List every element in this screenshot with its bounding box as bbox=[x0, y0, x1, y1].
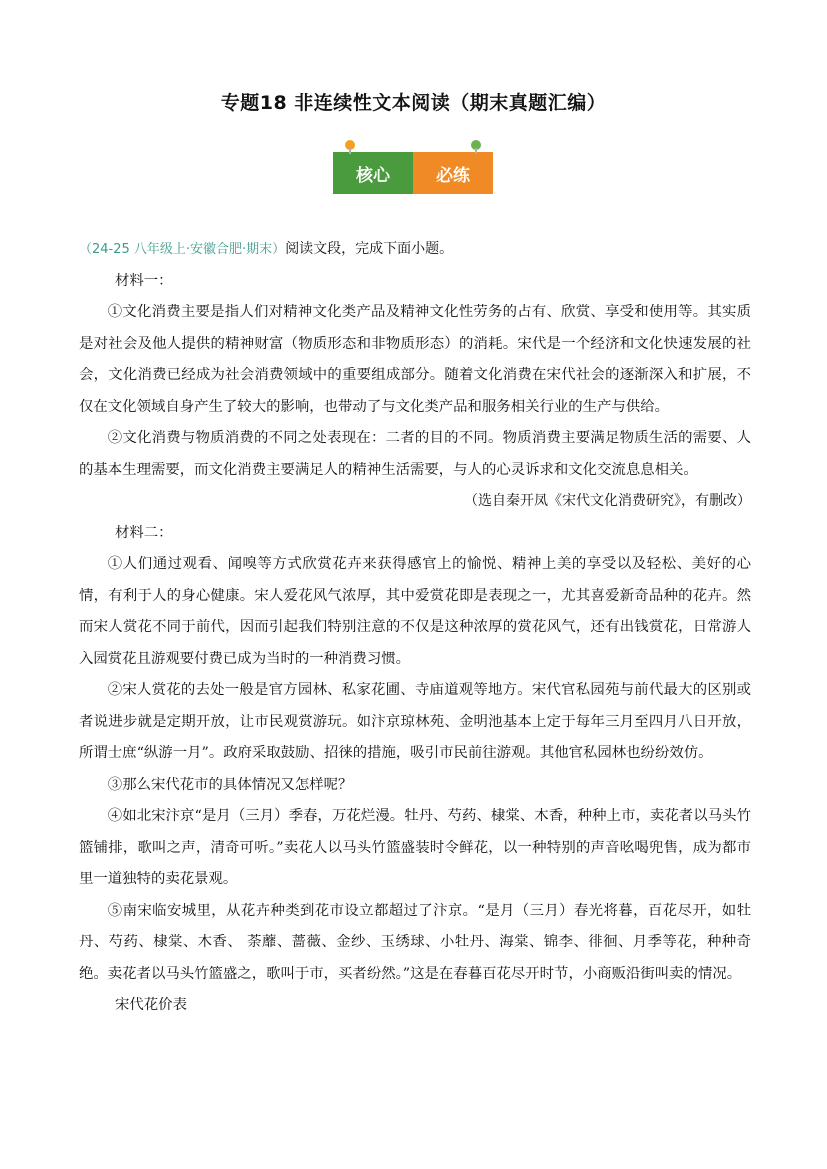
pin-icon bbox=[345, 140, 355, 154]
material1-paragraph-1: ①文化消费主要是指人们对精神文化类产品及精神文化性劳务的占有、欣赏、享受和使用等。其实质是对社会及他人提供的精神财富（物质形态和非物质形态）的消耗。宋代是一个经济和文化快速发展的社会，文化消费已经成为社会消费领域中的重要组成部分。随着文化消费在宋代社会的逐渐深入和扩展，不仅在文化领域自身产生了较大的影响，也带动了与文化类产品和服务相关行业的生产与供给。 bbox=[79, 304, 751, 415]
instruction: 阅读文段，完成下面小题。 bbox=[285, 241, 454, 257]
material2-paragraph-3: ③那么宋代花市的具体情况又怎样呢？ bbox=[107, 776, 353, 793]
badge-practice-label: 必练 bbox=[436, 165, 470, 186]
reading-passage bbox=[79, 234, 751, 1022]
material1-label: 材料一： bbox=[115, 272, 173, 289]
exam-source: （24-25 八年级上·安徽合肥·期末） bbox=[79, 242, 286, 257]
pin-icon bbox=[471, 140, 481, 154]
badge-core-label: 核心 bbox=[356, 165, 390, 186]
price-table-label: 宋代花价表 bbox=[115, 997, 187, 1013]
page-title: 专题18 非连续性文本阅读（期末真题汇编） bbox=[220, 92, 607, 114]
material2-paragraph-1: ①人们通过观看、闻嗅等方式欣赏花卉来获得感官上的愉悦、精神上美的享受以及轻松、美好的心情，有利于人的身心健康。宋人爱花风气浓厚，其中爱赏花即是表现之一，尤其喜爱新奇品种的花卉。然而宋人赏花不同于前代，因而引起我们特别注意的不仅是这种浓厚的赏花风气，还有出钱赏花，日常游人入园赏花且游观要付费已成为当时的一种消费习惯。 bbox=[79, 556, 751, 667]
material1-paragraph-2: ②文化消费与物质消费的不同之处表现在：二者的目的不同。物质消费主要满足物质生活的需要、人的基本生理需要，而文化消费主要满足人的精神生活需要，与人的心灵诉求和文化交流息息相关。 bbox=[79, 430, 751, 478]
material2-paragraph-2: ②宋人赏花的去处一般是官方园林、私家花圃、寺庙道观等地方。宋代官私园苑与前代最大的区别或者说进步就是定期开放，让市民观赏游玩。如汴京琼林苑、金明池基本上定于每年三月至四月八日开放，所谓士庶“纵游一月”。政府采取鼓励、招徕的措施，吸引市民前往游观。其他官私园林也纷纷效仿。 bbox=[79, 682, 751, 761]
badge-practice bbox=[413, 152, 493, 194]
material1-source: （选自秦开凤《宋代文化消费研究》，有删改） bbox=[464, 493, 751, 509]
material2-paragraph-5: ⑤南宋临安城里，从花卉种类到花市设立都超过了汴京。“是月（三月）春光将暮，百花尽开，如牡丹、芍药、棣棠、木香、 荼蘼、蔷薇、金纱、玉绣球、小牡丹、海棠、锦李、徘徊、月季等花，种种奇绝。卖花者以马头竹篮盛之，歌叫于市，买者纷然。”这是在春暮百花尽开时节，小商贩沿街叫卖的情况。 bbox=[79, 902, 751, 982]
badge-core bbox=[333, 152, 413, 194]
question-intro bbox=[79, 234, 751, 266]
material2-paragraph-4: ④如北宋汴京“是月（三月）季春，万花烂漫。牡丹、芍药、棣棠、木香，种种上市，卖花者以马头竹篮铺排，歌叫之声，清奇可听。”卖花人以马头竹篮盛装时令鲜花，以一种特别的声音吆喝兜售，成为都市里一道独特的卖花景观。 bbox=[79, 808, 751, 887]
core-practice-badge bbox=[333, 152, 493, 194]
material2-label: 材料二： bbox=[115, 524, 173, 541]
